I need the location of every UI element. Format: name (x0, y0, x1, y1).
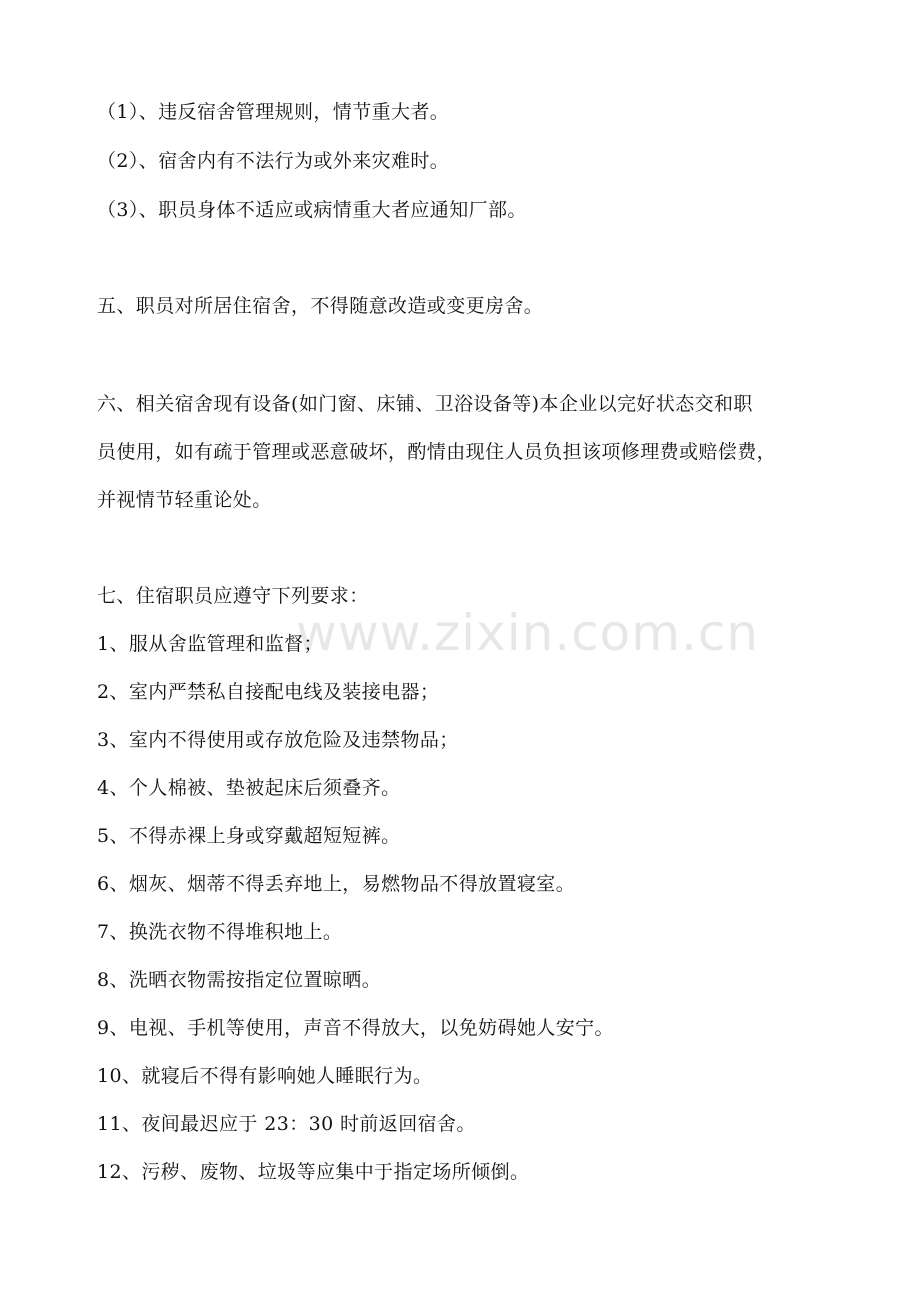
rule-item-11: 11、夜间最迟应于 23：30 时前返回宿舍。 (97, 1113, 476, 1135)
section-six-line-1: 六、相关宿舍现有设备(如门窗、床铺、卫浴设备等)本企业以完好状态交和职 (97, 393, 753, 415)
rule-item-7: 7、换洗衣物不得堆积地上。 (97, 921, 343, 943)
rule-item-10: 10、就寝后不得有影响她人睡眠行为。 (97, 1065, 433, 1087)
rule-item-6: 6、烟灰、烟蒂不得丢弃地上，易燃物品不得放置寝室。 (97, 873, 576, 895)
rule-item-9: 9、电视、手机等使用，声音不得放大，以免妨碍她人安宁。 (97, 1017, 614, 1039)
section-six-line-3: 并视情节轻重论处。 (97, 489, 272, 511)
rule-item-4: 4、个人棉被、垫被起床后须叠齐。 (97, 777, 401, 799)
rule-item-8: 8、洗晒衣物需按指定位置晾晒。 (97, 969, 382, 991)
sub-item-1: （1）、违反宿舍管理规则，情节重大者。 (97, 101, 450, 123)
sub-item-3: （3）、职员身体不适应或病情重大者应通知厂部。 (97, 199, 527, 221)
rule-item-3: 3、室内不得使用或存放危险及违禁物品； (97, 729, 459, 751)
watermark: www.zixin.com.cn (296, 604, 760, 662)
rule-item-2: 2、室内严禁私自接配电线及装接电器； (97, 681, 440, 703)
rule-item-1: 1、服从舍监管理和监督； (97, 633, 323, 655)
sub-item-2: （2）、宿舍内有不法行为或外来灾难时。 (97, 150, 450, 172)
section-seven-title: 七、住宿职员应遵守下列要求： (97, 585, 369, 607)
section-six-line-2: 员使用，如有疏于管理或恶意破坏，酌情由现住人员负担该项修理费或赔偿费， (97, 441, 777, 463)
rule-item-12: 12、污秽、废物、垃圾等应集中于指定场所倾倒。 (97, 1161, 530, 1183)
rule-item-5: 5、不得赤裸上身或穿戴超短短裤。 (97, 825, 401, 847)
section-five: 五、职员对所居住宿舍，不得随意改造或变更房舍。 (97, 295, 544, 317)
